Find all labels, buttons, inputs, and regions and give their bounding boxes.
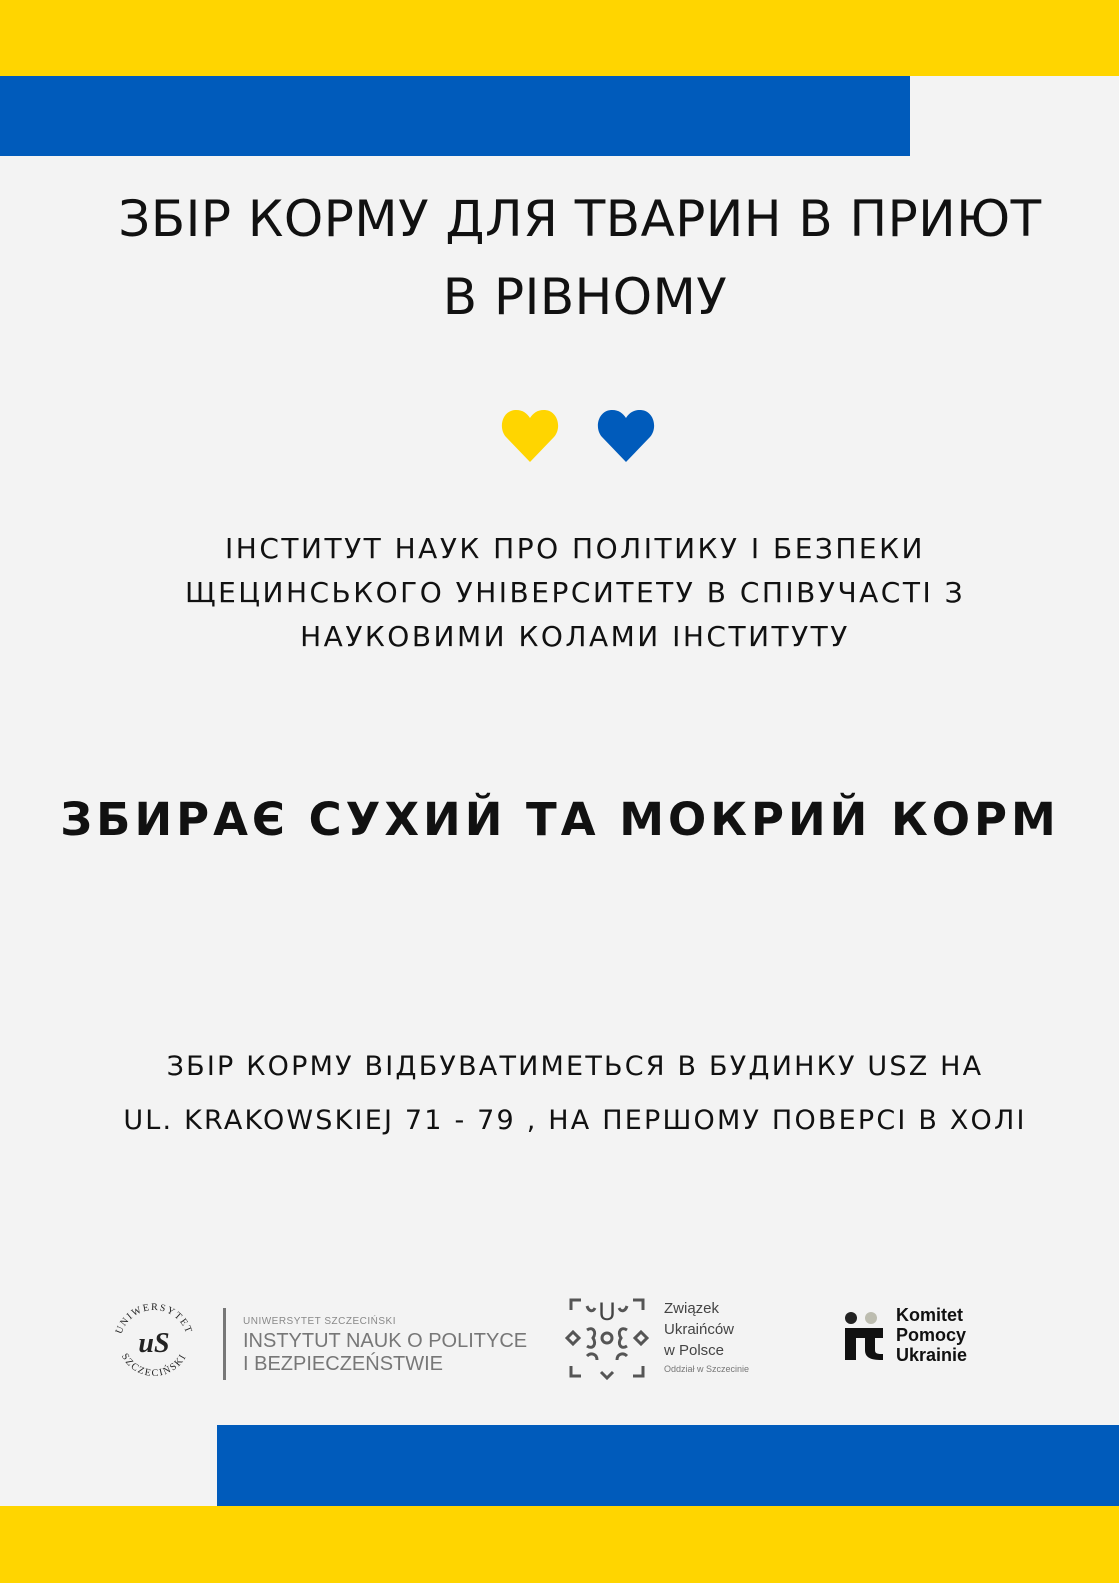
kpu-logo-mark [843,1312,885,1360]
title-line-1: ЗБІР КОРМУ ДЛЯ ТВАРИН В ПРИЮТ [118,190,1042,248]
zuwp-line-3: w Polsce [664,1342,725,1359]
top-blue-band [0,76,910,156]
svg-text:U: U [598,1298,616,1326]
svg-text:SZCZECIŃSKI: SZCZECIŃSKI [118,1351,190,1380]
bottom-yellow-band [0,1506,1119,1583]
organizer-text [100,527,1050,659]
institute-name-line-1: INSTYTUT NAUK O POLITYCE [243,1330,528,1352]
hearts-row [500,408,670,464]
usz-seal-logo [108,1294,200,1386]
svg-text:UNIWERSYTET: UNIWERSYTET [113,1301,195,1336]
zuwp-branch: Oddział w Szczecinie [664,1364,750,1374]
location-text [60,1040,1090,1148]
institute-name-line-2: I BEZPIECZEŃSTWIE [243,1353,444,1375]
svg-text:uS: uS [138,1328,170,1359]
kpu-line-3: Ukrainie [896,1345,968,1365]
yellow-heart-icon [500,408,560,464]
location-line-2: UL. KRAKOWSKIEJ 71 - 79 , НА ПЕРШОМУ ПОВЕРСІ В ХОЛІ [123,1105,1027,1136]
organizer-line-3: НАУКОВИМИ КОЛАМИ ІНСТИТУТУ [300,620,850,653]
zuwp-line-1: Związek [664,1300,720,1317]
collection-headline: ЗБИРАЄ СУХИЙ ТА МОКРИЙ КОРМ [60,793,1060,846]
bottom-blue-band [217,1425,1119,1506]
top-yellow-band [0,0,1119,76]
kpu-line-2: Pomocy [896,1325,967,1345]
location-line-1: ЗБІР КОРМУ ВІДБУВАТИМЕТЬСЯ В БУДИНКУ USZ НА [166,1051,984,1082]
organizer-line-1: ІНСТИТУТ НАУК ПРО ПОЛІТИКУ І БЕЗПЕКИ [225,532,925,565]
poster-title [60,180,1100,336]
kpu-name [896,1305,967,1365]
zuwp-name [664,1298,749,1377]
kpu-line-1: Komitet [896,1305,963,1325]
zuwp-line-2: Ukraińców [664,1321,735,1338]
title-line-2: В РІВНОМУ [442,268,728,326]
institute-name [243,1330,527,1376]
partner-logos [108,1290,1008,1390]
zuwp-ornament-logo [563,1296,651,1380]
usz-small-caption: UNIWERSYTET SZCZECIŃSKI [243,1316,396,1327]
blue-heart-icon [596,408,656,464]
logo-divider [223,1308,226,1380]
organizer-line-2: ЩЕЦИНСЬКОГО УНІВЕРСИТЕТУ В СПІВУЧАСТІ З [184,576,966,609]
